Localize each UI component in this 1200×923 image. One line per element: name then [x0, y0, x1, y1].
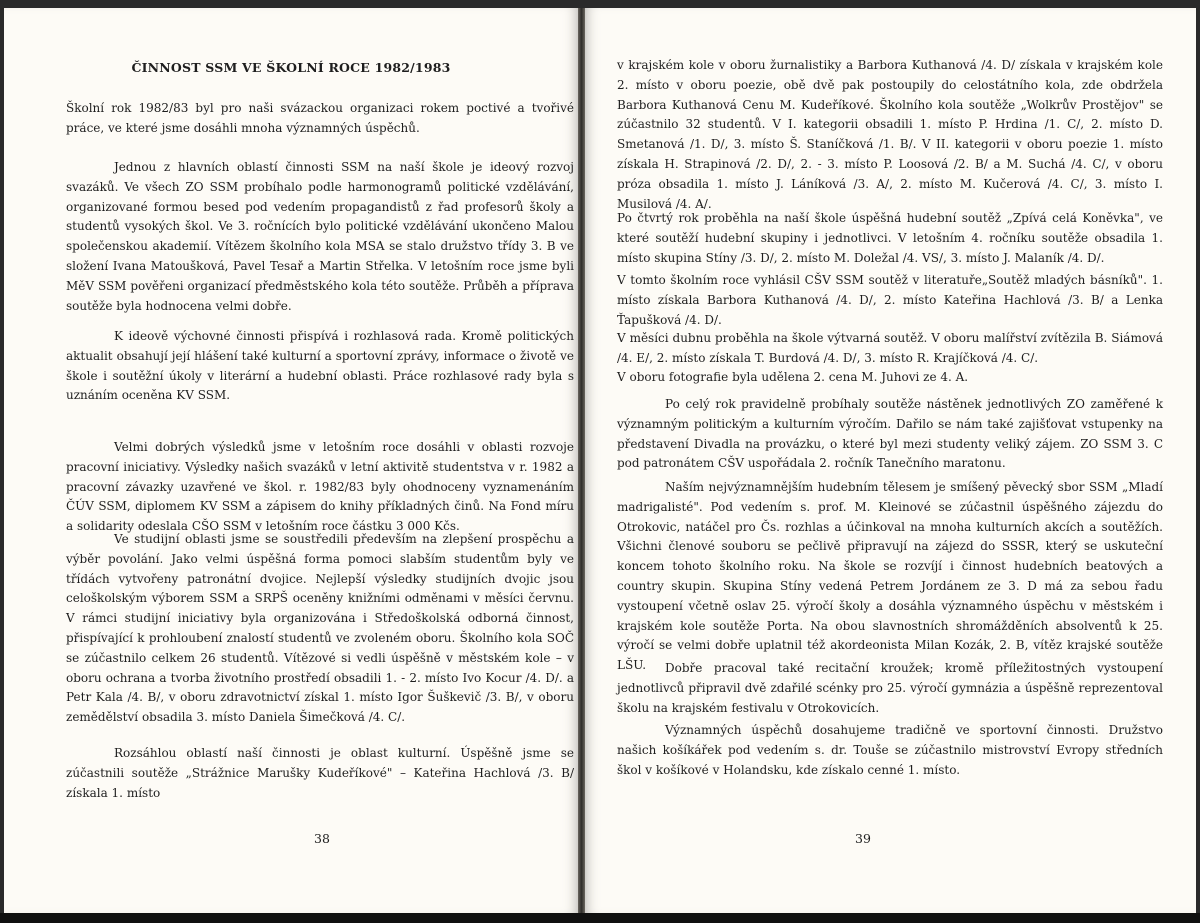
book-gutter: [578, 8, 585, 913]
paragraph-music-competition: Po čtvrtý rok proběhla na naší škole úspěšná hudební soutěž „Zpívá celá Koněvka", ve které soutěží hudební skupiny i jednotlivci. V letošním 4. ročníku soutěže obsadila 1. místo skupina Stíny /3. D/, 2. místo M. Doležal /4. VS/, 3. místo J. Malaník /4. D/.: [617, 211, 1163, 265]
paragraph-recitation: Dobře pracoval také recitační kroužek; kromě příležitostných vystoupení jednotlivců připravil dvě zdařilé scénky pro 25. výročí gymnázia a úspěšně reprezentoval školu na krajském festivalu v Otrokovicích.: [617, 661, 1163, 715]
left-page: [4, 8, 578, 913]
paragraph-intro: Školní rok 1982/83 byl pro naši svázackou organizaci rokem poctivé a tvořivé práce, ve které jsme dosáhli mnoha významných úspěchů.: [66, 101, 574, 135]
paragraph-photography: V oboru fotografie byla udělena 2. cena M. Juhovi ze 4. A.: [617, 370, 969, 384]
scan-border: [0, 913, 1200, 923]
paragraph-ideological: Jednou z hlavních oblastí činnosti SSM na naší škole je ideový rozvoj svazáků. Ve všech ZO SSM probíhalo podle harmonogramů politické vzdělávání, organizované formou besed pod vedením propagandistů z řad profesorů školy a studentů vysokých škol. Ve 3. ročnících bylo politické vzdělávání ukončeno Malou společenskou akademií. Vítězem školního kola MSA se stalo družstvo třídy 3. B ve složení Ivana Matoušková, Pavel Tesař a Martin Střelka. V letošním roce jsme byli MěV SSM pověřeni organizací předměstského kola této soutěže. Průběh a příprava soutěže byla hodnocena velmi dobře.: [66, 160, 574, 313]
paragraph-work-initiative: Velmi dobrých výsledků jsme v letošním roce dosáhli v oblasti rozvoje pracovní iniciativy. Výsledky našich svazáků v letní aktivitě studentstva v r. 1982 a pracovní závazky uzavřené ve škol. r. 1982/83 byly ohodnoceny vyznamenáním ČÚV SSM, diplomem KV SSM a zápisem do knihy příkladných činů. Na Fond míru a solidarity odeslala CŠO SSM v letošním roce částku 3 000 Kčs.: [66, 440, 574, 534]
paragraph-choir: Naším nejvýznamnějším hudebním tělesem je smíšený pěvecký sbor SSM „Mladí madrigalisté". Pod vedením s. prof. M. Kleinové se zúčastnil úspěšného zájezdu do Otrokovic, natáčel pro Čs. rozhlas a účinkoval na mnoha kulturních akcích a soutěžích. Všichni členové souboru se pečlivě připravují na zájezd do SSSR, který se uskuteční koncem tohoto školního roku. Na škole se rozvíjí i činnost hudebních beatových a country skupin. Skupina Stíny vedená Petrem Jordánem ze 3. D má za sebou řadu vystoupení včetně oslav 25. výročí školy a dosáhla významného úspěchu v městském i krajském kole soutěže Porta. Na obou slavnostních shromážděních absolventů k 25. výročí se velmi dobře uplatnil též akordeonista Milan Kozák, 2. B, vítěz krajské soutěže LŠU.: [617, 480, 1163, 673]
paragraph-poetry-competition: V tomto školním roce vyhlásil CŠV SSM soutěž v literatuře„Soutěž mladých básníků". 1. místo získala Barbora Kuthanová /4. D/, 2. místo Kateřina Hachlová /3. B/ a Lenka Ťapušková /4. D/.: [617, 273, 1163, 327]
paragraph-noticeboards: Po celý rok pravidelně probíhaly soutěže nástěnek jednotlivých ZO zaměřené k významným politickým a kulturním výročím. Dařilo se nám také zajišťovat vstupenky na představení Divadla na provázku, o které byl mezi studenty veliký zájem. ZO SSM 3. C pod patronátem CŠV uspořádala 2. ročník Tanečního maratonu.: [617, 397, 1163, 471]
paragraph-culture-continued: v krajském kole v oboru žurnalistiky a Barbora Kuthanová /4. D/ získala v krajském kole 2. místo v oboru poezie, obě dvě pak postoupily do celostátního kola, zde obdržela Barbora Kuthanová Cenu M. Kudeříkové. Školního kola soutěže „Wolkrův Prostějov" se zúčastnilo 32 studentů. V I. kategorii obsadili 1. místo P. Hrdina /1. C/, 2. místo D. Smetanová /1. D/, 3. místo Š. Staníčková /1. B/. V II. kategorii v oboru poezie 1. místo získala H. Strapinová /2. D/, 2. - 3. místo P. Loosová /2. B/ a M. Suchá /4. C/, v oboru próza obsadila 1. místo J. Láníková /3. A/, 2. místo M. Kučerová /4. C/, 3. místo I. Musilová /4. A/.: [617, 58, 1163, 211]
paragraph-culture: Rozsáhlou oblastí naší činnosti je oblast kulturní. Úspěšně jsme se zúčastnili soutěže „Strážnice Marušky Kudeříkové" – Kateřina Hachlová /3. B/ získala 1. místo: [66, 746, 574, 800]
paragraph-radio: K ideově výchovné činnosti přispívá i rozhlasová rada. Kromě politických aktualit obsahují její hlášení také kulturní a sportovní zprávy, informace o životě ve škole i soutěžní úkoly v literární a hudební oblasti. Práce rozhlasové rady byla s uznáním oceněna KV SSM.: [66, 329, 574, 403]
paragraph-study: Ve studijní oblasti jsme se soustředili především na zlepšení prospěchu a výběr povolání. Jako velmi úspěšná forma pomoci slabším studentům byly ve třídách vytvořeny patronátní dvojice. Nejlepší výsledky studijních dvojic jsou celoškolským výborem SSM a SRPŠ oceněny knižními odměnami v měsíci červnu. V rámci studijní iniciativy byla organizována i Středoškolská odborná činnost, přispívající k prohloubení znalostí studentů ve zvoleném oboru. Školního kola SOČ se zúčastnilo celkem 26 studentů. Vítězové si vedli úspěšně v městském kole – v oboru ochrana a tvorba životního prostředí obsadili 1. - 2. místo Ivo Kocur /4. D/. a Petr Kala /4. B/, v oboru zdravotnictví získal 1. místo Igor Šuškevič /3. B/, v oboru zemědělství obsadila 3. místo Daniela Šimečková /4. C/.: [66, 532, 574, 725]
right-page: [585, 8, 1196, 913]
paragraph-sport: Významných úspěchů dosahujeme tradičně ve sportovní činnosti. Družstvo našich košíkářek pod vedením s. dr. Touše se zúčastnilo mistrovství Evropy středních škol v košíkové v Holandsku, kde získalo cenné 1. místo.: [617, 723, 1163, 777]
page-number: 39: [855, 831, 871, 846]
page-title: ČINNOST SSM VE ŠKOLNÍ ROCE 1982/1983: [131, 60, 451, 75]
paragraph-art-competition: V měsíci dubnu proběhla na škole výtvarná soutěž. V oboru malířství zvítězila B. Siámová /4. E/, 2. místo získala T. Burdová /4. D/, 3. místo R. Krajíčková /4. C/.: [617, 331, 1163, 365]
page-number: 38: [314, 831, 330, 846]
